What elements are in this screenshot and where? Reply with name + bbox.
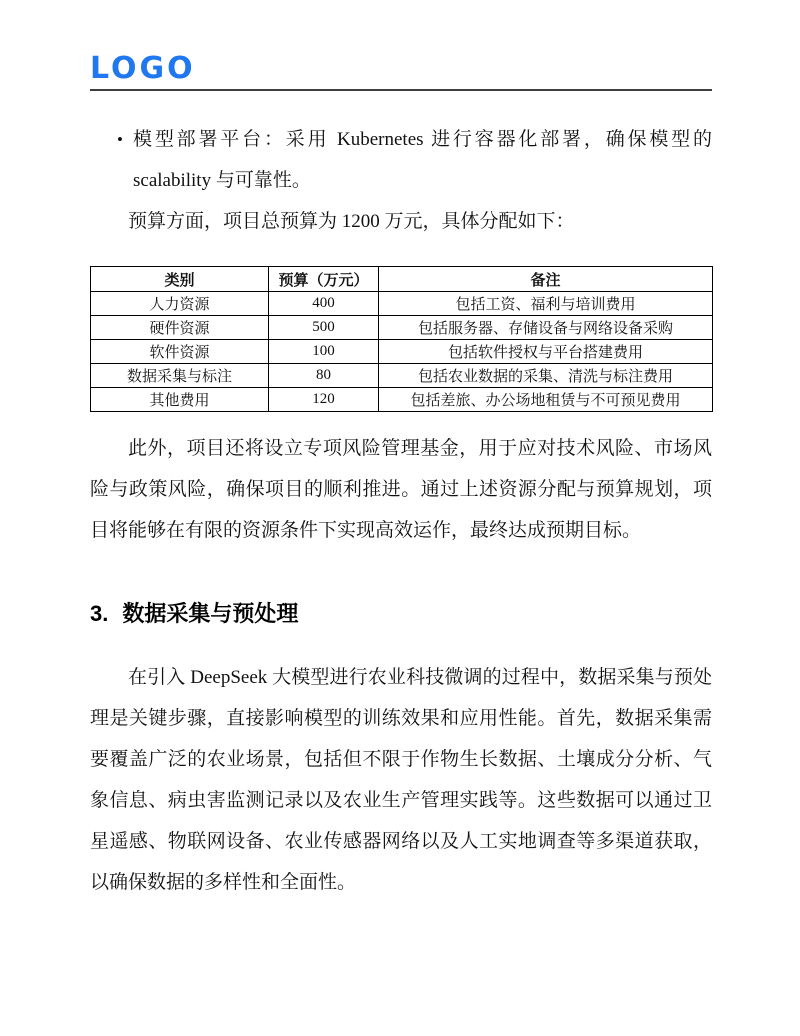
table-row <box>91 316 713 340</box>
budget-intro-text: 预算方面，项目总预算为 1200 万元，具体分配如下： <box>128 211 575 232</box>
cell-budget: 100 <box>269 340 379 364</box>
budget-table <box>90 266 713 412</box>
cell-category: 硬件资源 <box>91 316 269 340</box>
deployment-list-block <box>90 119 712 242</box>
cell-budget: 80 <box>269 364 379 388</box>
section-heading <box>90 599 712 629</box>
cell-budget: 120 <box>269 388 379 412</box>
company-logo: LOGO <box>90 51 196 86</box>
col-header-category: 类别 <box>91 267 269 292</box>
table-row <box>91 364 713 388</box>
cell-budget: 400 <box>269 292 379 316</box>
cell-category: 人力资源 <box>91 292 269 316</box>
list-item-text: 模型部署平台：采用 Kubernetes 进行容器化部署，确保模型的 scalability 与可靠性。 <box>133 129 712 191</box>
data-collection-paragraph: 在引入 DeepSeek 大模型进行农业科技微调的过程中，数据采集与预处理是关键步骤，直接影响模型的训练效果和应用性能。首先，数据采集需要覆盖广泛的农业场景，包括但不限于作物生长数据、土壤成分分析、气象信息、病虫害监测记录以及农业生产管理实践等。这些数据可以通过卫星遥感、物联网设备、农业传感器网络以及人工实地调查等多渠道获取，以确保数据的多样性和全面性。 <box>90 667 712 893</box>
col-header-notes: 备注 <box>379 267 713 292</box>
cell-budget: 500 <box>269 316 379 340</box>
section-number: 3. <box>90 601 109 626</box>
list-item <box>90 119 712 201</box>
table-row <box>91 292 713 316</box>
bullet-icon: • <box>117 130 123 149</box>
cell-notes: 包括农业数据的采集、清洗与标注费用 <box>379 364 713 388</box>
table-row <box>91 388 713 412</box>
cell-category: 软件资源 <box>91 340 269 364</box>
risk-management-paragraph: 此外，项目还将设立专项风险管理基金，用于应对技术风险、市场风险与政策风险，确保项目的顺利推进。通过上述资源分配与预算规划，项目将能够在有限的资源条件下实现高效运作，最终达成预期目标。 <box>90 438 712 541</box>
cell-notes: 包括工资、福利与培训费用 <box>379 292 713 316</box>
cell-category: 数据采集与标注 <box>91 364 269 388</box>
header-rule <box>90 89 712 91</box>
table-row <box>91 340 713 364</box>
cell-category: 其他费用 <box>91 388 269 412</box>
cell-notes: 包括服务器、存储设备与网络设备采购 <box>379 316 713 340</box>
cell-notes: 包括差旅、办公场地租赁与不可预见费用 <box>379 388 713 412</box>
section-title: 数据采集与预处理 <box>122 601 299 626</box>
cell-notes: 包括软件授权与平台搭建费用 <box>379 340 713 364</box>
table-header-row <box>91 267 713 292</box>
col-header-budget: 预算（万元） <box>269 267 379 292</box>
